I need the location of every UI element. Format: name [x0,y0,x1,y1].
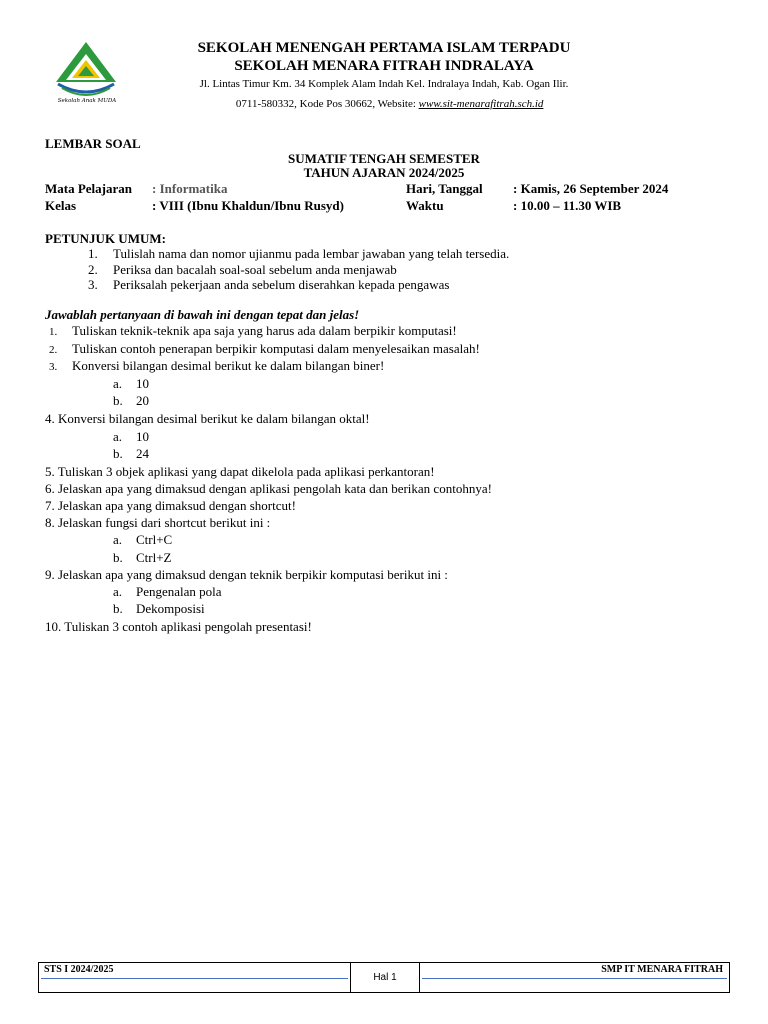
question-8: 8. Jelaskan fungsi dari shortcut berikut ini : [45,515,271,530]
option-text: Ctrl+Z [136,550,172,565]
list-num: 3. [88,277,98,292]
school-address: Jl. Lintas Timur Km. 34 Komplek Alam Indah Kel. Indralaya Indah, Kab. Ogan Ilir. [199,78,569,90]
school-contact [0,98,768,110]
instruction: Jawablah pertanyaan di bawah ini dengan tepat dan jelas! [45,307,360,322]
option-letter: a. [113,532,123,547]
option-text: Ctrl+C [136,532,173,547]
exam-title: SUMATIF TENGAH SEMESTER [288,151,480,166]
page-footer [38,962,730,993]
list-num: 2. [88,261,98,277]
option-text: Dekomposisi [136,601,205,616]
footer-divider [422,978,727,979]
option-text: 10 [136,376,149,391]
option-text: 10 [136,429,149,444]
list-text: Periksalah pekerjaan anda sebelum diserahkan kepada pengawas [113,277,450,292]
option-item [113,584,222,600]
question-text: Tuliskan teknik-teknik apa saja yang harus ada dalam berpikir komputasi! [72,323,457,338]
footer-right-cell [419,963,729,992]
option-item [113,393,149,409]
question-text: Konversi bilangan desimal berikut ke dalam bilangan biner! [72,358,385,373]
mapel-label: Mata Pelajaran [45,181,133,196]
footer-divider [41,978,348,979]
option-item [113,601,205,617]
option-letter: b. [113,601,123,616]
petunjuk-list [88,246,509,293]
option-letter: b. [113,550,123,565]
option-letter: a. [113,376,123,391]
option-item [113,429,149,445]
list-item [88,246,509,262]
page-number: Hal 1 [373,972,397,983]
option-text: 20 [136,393,149,408]
hari-label: Hari, Tanggal [406,181,483,196]
question-4: 4. Konversi bilangan desimal berikut ke dalam bilangan oktal! [45,411,370,426]
school-name-line2: SEKOLAH MENARA FITRAH INDRALAYA [234,58,534,74]
waktu-label: Waktu [406,198,444,213]
question-2 [45,341,480,357]
hari-value: : Kamis, 26 September 2024 [513,181,669,196]
kelas-value: : VIII (Ibnu Khaldun/Ibnu Rusyd) [152,198,344,213]
list-text: Tulislah nama dan nomor ujianmu pada lembar jawaban yang telah tersedia. [113,246,510,261]
list-item [88,277,509,293]
option-letter: a. [113,429,123,444]
list-text: Periksa dan bacalah soal-soal sebelum anda menjawab [113,261,397,277]
option-item [113,532,172,548]
question-num: 1. [49,326,58,338]
option-text: Pengenalan pola [136,584,222,599]
logo-motto: Sekolah Anak MUDA [57,98,117,104]
question-num: 3. [49,361,58,373]
list-num: 1. [88,246,98,261]
question-9: 9. Jelaskan apa yang dimaksud dengan teknik berpikir komputasi berikut ini : [45,567,448,582]
question-text: Tuliskan contoh penerapan berpikir komputasi dalam menyelesaikan masalah! [72,341,480,356]
option-item [113,550,172,566]
option-item [113,446,149,462]
question-3 [45,358,384,374]
mapel-value: : Informatika [152,181,228,196]
petunjuk-title: PETUNJUK UMUM: [45,231,166,246]
school-name-line1: SEKOLAH MENENGAH PERTAMA ISLAM TERPADU [197,40,571,56]
question-5: 5. Tuliskan 3 objek aplikasi yang dapat dikelola pada aplikasi perkantoran! [45,464,435,479]
website-link[interactable]: www.sit-menarafitrah.sch.id [412,98,538,110]
waktu-value: : 10.00 – 11.30 WIB [513,198,622,213]
list-item [88,262,509,278]
option-letter: b. [113,393,123,408]
footer-right-text: SMP IT MENARA FITRAH [601,964,723,975]
footer-left-cell [39,963,351,992]
question-num: 2. [49,344,58,356]
option-text: 24 [136,446,149,461]
lembar-soal-label: LEMBAR SOAL [45,136,141,151]
contact-text: 0711-580332, Kode Pos 30662, Website: [230,98,413,110]
option-item [113,376,149,392]
option-letter: a. [113,584,123,599]
kelas-label: Kelas [45,198,77,213]
academic-year: TAHUN AJARAN 2024/2025 [303,165,465,180]
question-6: 6. Jelaskan apa yang dimaksud dengan aplikasi pengolah kata dan berikan contohnya! [45,481,492,496]
footer-left-text: STS I 2024/2025 [44,964,114,975]
question-7: 7. Jelaskan apa yang dimaksud dengan shortcut! [45,498,296,513]
question-1 [45,323,457,339]
option-letter: b. [113,446,123,461]
question-10: 10. Tuliskan 3 contoh aplikasi pengolah presentasi! [45,619,312,634]
